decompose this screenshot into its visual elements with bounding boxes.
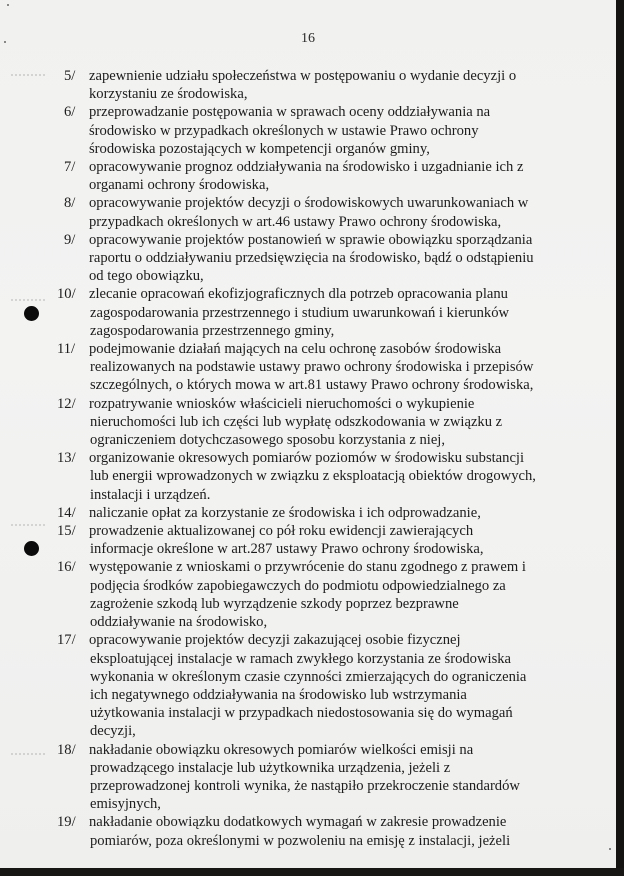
list-item xyxy=(64,103,564,158)
list-item-number: 14/ xyxy=(57,504,76,521)
list-item xyxy=(57,522,564,558)
list-item xyxy=(57,449,564,504)
margin-dot-mark xyxy=(10,74,46,76)
list-item-text-line: prowadzącego instalacje lub użytkownika urządzenia, jeżeli z xyxy=(90,759,451,776)
list-item-text-line: ograniczeniem dotychczasowego sposobu korzystania z niej, xyxy=(90,432,445,449)
list-item xyxy=(57,285,564,340)
scan-speck xyxy=(7,4,9,6)
list-item-text-line: podjęcia środków zapobiegawczych do podmiotu odpowiedzialnego za xyxy=(90,577,506,594)
list-item-text-line: instalacji i urządzeń. xyxy=(90,486,211,503)
list-item xyxy=(57,395,564,450)
list-item-text-line: nakładanie obowiązku okresowych pomiarów wielkości emisji na xyxy=(89,741,474,758)
list-item xyxy=(57,558,564,631)
list-item-number: 11/ xyxy=(57,341,76,358)
list-item xyxy=(64,158,564,194)
list-item-text-line: zlecanie opracowań ekofizjograficznych dla potrzeb opracowania planu xyxy=(89,286,508,303)
punch-hole xyxy=(24,306,39,321)
list-item-number: 6/ xyxy=(64,104,76,121)
list-item-text-line: informacje określone w art.287 ustawy Prawo ochrony środowiska, xyxy=(90,541,484,558)
page-number: 16 xyxy=(301,31,315,46)
list-item-text-line: przeprowadzonej kontroli wynika, że nastąpiło przekroczenie standardów xyxy=(90,777,520,794)
list-item-text-line: występowanie z wnioskami o przywrócenie do stanu zgodnego z prawem i xyxy=(89,559,526,576)
list-item xyxy=(57,741,564,814)
list-item-text-line: oddziaływanie na środowisko, xyxy=(90,614,268,631)
margin-dot-mark xyxy=(10,524,46,526)
list-item-text-line: użytkowania instalacji w przypadkach niedostosowania się do wymagań xyxy=(90,705,513,722)
list-item-text-line: opracowywanie prognoz oddziaływania na środowisko i uzgadnianie ich z xyxy=(89,159,524,176)
list-item xyxy=(57,813,564,849)
list-item-text-line: opracowywanie projektów decyzji zakazującej osobie fizycznej xyxy=(89,632,461,649)
margin-dot-mark xyxy=(10,299,46,301)
list-item-text-line: organami ochrony środowiska, xyxy=(89,177,270,194)
list-item-number: 9/ xyxy=(64,231,76,248)
list-item-text-line: korzystaniu ze środowiska, xyxy=(89,86,248,103)
list-item-text-line: naliczanie opłat za korzystanie ze środowiska i ich odprowadzanie, xyxy=(89,504,481,521)
list-item-text-line: przeprowadzanie postępowania w sprawach oceny oddziaływania na xyxy=(89,104,491,121)
list-item-text-line: środowiska pozostających w kompetencji organów gminy, xyxy=(89,140,430,157)
list-item-text-line: raportu o oddziaływaniu przedsięwzięcia na środowisko, bądź o odstąpieniu xyxy=(89,250,534,267)
list-item-number: 7/ xyxy=(64,159,76,176)
list-item-text-line: środowisko w przypadkach określonych w ustawie Prawo ochrony xyxy=(89,122,479,139)
list-item-number: 18/ xyxy=(57,741,76,758)
list-item-number: 5/ xyxy=(64,68,76,84)
list-item-text-line: od tego obowiązku, xyxy=(89,268,204,285)
list-item xyxy=(64,67,564,103)
list-item-text-line: pomiarów, poza określonymi w pozwoleniu na emisję z instalacji, jeżeli xyxy=(90,832,511,849)
list-item-text-line: emisyjnych, xyxy=(90,796,161,813)
list-item-number: 13/ xyxy=(57,450,76,467)
list-item-text-line: zagospodarowania przestrzennego gminy, xyxy=(90,322,335,339)
list-item-number: 17/ xyxy=(57,632,76,649)
list-item-number: 16/ xyxy=(57,559,76,576)
list-item-text-line: eksploatującej instalacje w ramach zwykłego korzystania ze środowiska xyxy=(90,650,512,667)
list-item xyxy=(64,231,564,286)
list-item-text-line: rozpatrywanie wniosków właścicieli nieruchomości o wykupienie xyxy=(89,395,475,412)
scanner-border-bottom xyxy=(0,868,624,876)
list-item xyxy=(64,194,564,230)
list-item xyxy=(57,340,564,395)
numbered-list xyxy=(57,67,564,850)
list-item-text-line: nieruchomości lub ich części lub wypłatę odszkodowania w związku z xyxy=(90,413,503,430)
list-item-number: 8/ xyxy=(64,195,76,212)
scanner-border-right xyxy=(616,0,624,876)
scan-speck xyxy=(609,848,611,850)
margin-dot-mark xyxy=(10,753,46,755)
list-item-text-line: organizowanie okresowych pomiarów poziomów w środowisku substancji xyxy=(89,450,525,467)
list-item-text-line: zapewnienie udziału społeczeństwa w postępowaniu o wydanie decyzji o xyxy=(89,68,517,84)
list-item-number: 19/ xyxy=(57,814,76,831)
list-item-text-line: wykonania w określonym czasie czynności zmierzających do ograniczenia xyxy=(90,668,527,685)
list-item xyxy=(57,504,564,522)
list-item-text-line: opracowywanie projektów decyzji o środowiskowych uwarunkowaniach w xyxy=(89,195,529,212)
list-item-number: 10/ xyxy=(57,286,76,303)
list-item-text-line: zagrożenie szkodą lub wyrządzenie szkody poprzez bezprawne xyxy=(90,595,459,612)
list-item-text-line: decyzji, xyxy=(90,723,136,740)
list-item-text-line: zagospodarowania przestrzennego i studium uwarunkowań i kierunków xyxy=(90,304,510,321)
list-item-text-line: podejmowanie działań mających na celu ochronę zasobów środowiska xyxy=(89,341,502,358)
list-item-number: 15/ xyxy=(57,523,76,540)
punch-hole xyxy=(24,541,39,556)
list-item-number: 12/ xyxy=(57,395,76,412)
list-item-text-line: nakładanie obowiązku dodatkowych wymagań w zakresie prowadzenie xyxy=(89,814,507,831)
list-item-text-line: lub energii wprowadzonych w związku z eksploatacją obiektów drogowych, xyxy=(90,468,536,485)
list-item-text-line: ich negatywnego oddziaływania na środowisko lub wstrzymania xyxy=(90,686,467,703)
list-item-text-line: przypadkach określonych w art.46 ustawy Prawo ochrony środowiska, xyxy=(89,213,502,230)
list-item-text-line: prowadzenie aktualizowanej co pół roku ewidencji zawierających xyxy=(89,523,474,540)
list-item-text-line: opracowywanie projektów postanowień w sprawie obowiązku sporządzania xyxy=(89,231,533,248)
list-item-text-line: szczególnych, o których mowa w art.81 ustawy Prawo ochrony środowiska, xyxy=(90,377,534,394)
list-item xyxy=(57,631,564,740)
list-item-text-line: realizowanych na podstawie ustawy prawo ochrony środowiska i przepisów xyxy=(90,359,534,376)
